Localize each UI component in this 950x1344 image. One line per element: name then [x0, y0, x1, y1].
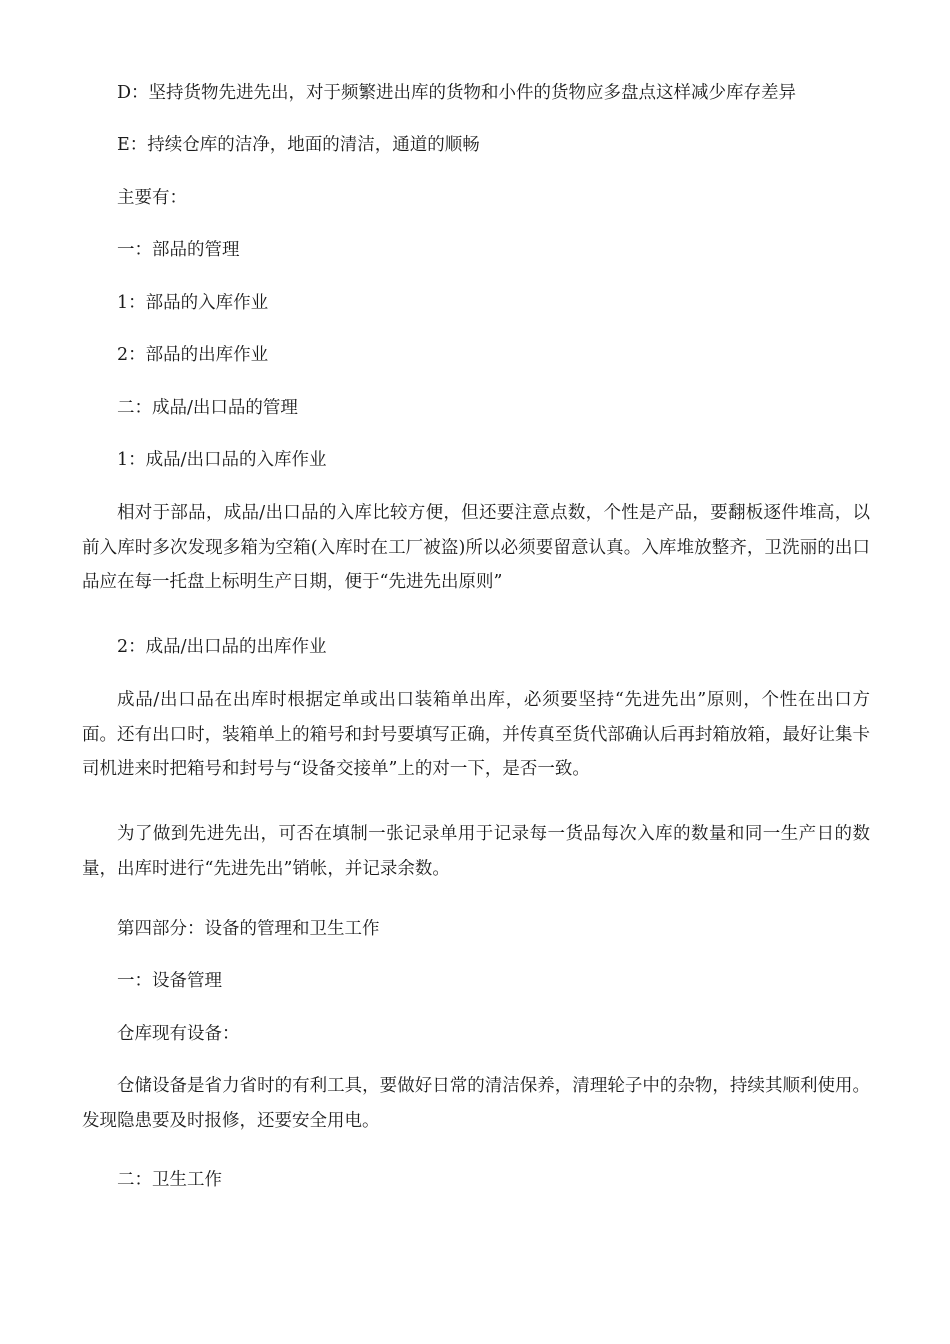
heading-parts-management: 一：部品的管理 — [117, 240, 240, 260]
paragraph-fifo-record: 为了做到先进先出，可否在填制一张记录单用于记录每一货品每次入库的数量和同一生产日的数量，出库时进行“先进先出”销帐，并记录余数。 — [82, 824, 870, 879]
paragraph-product-inbound: 相对于部品，成品/出口品的入库比较方便，但还要注意点数，个性是产品，要翻板逐件堆高，以前入库时多次发现多箱为空箱(入库时在工厂被盗)所以必须要留意认真。入库堆放整齐，卫洗丽的出口品应在每一托盘上标明生产日期，便于“先进先出原则” — [82, 503, 870, 592]
heading-part-four: 第四部分：设备的管理和卫生工作 — [117, 919, 380, 939]
heading-product-outbound: 2：成品/出口品的出库作业 — [117, 637, 327, 657]
heading-parts-inbound: 1：部品的入库作业 — [117, 293, 269, 313]
paragraph-e-rule: E：持续仓库的洁净，地面的清洁，通道的顺畅 — [117, 135, 480, 155]
paragraph-main-items: 主要有： — [117, 188, 187, 208]
heading-parts-outbound: 2：部品的出库作业 — [117, 345, 269, 365]
paragraph-existing-equipment: 仓库现有设备： — [117, 1024, 240, 1044]
heading-product-management: 二：成品/出口品的管理 — [117, 398, 298, 418]
paragraph-equipment-care: 仓储设备是省力省时的有利工具，要做好日常的清洁保养，清理轮子中的杂物，持续其顺利使用。发现隐患要及时报修，还要安全用电。 — [82, 1076, 870, 1131]
paragraph-product-outbound: 成品/出口品在出库时根据定单或出口装箱单出库，必须要坚持“先进先出”原则，个性在出口方面。还有出口时，装箱单上的箱号和封号要填写正确，并传真至货代部确认后再封箱放箱，最好让集卡司机进来时把箱号和封号与“设备交接单”上的对一下，是否一致。 — [82, 690, 870, 779]
heading-equipment: 一：设备管理 — [117, 971, 222, 991]
heading-product-inbound: 1：成品/出口品的入库作业 — [117, 450, 327, 470]
paragraph-d-rule: D：坚持货物先进先出，对于频繁进出库的货物和小件的货物应多盘点这样减少库存差异 — [117, 83, 797, 103]
heading-hygiene: 二：卫生工作 — [117, 1170, 222, 1190]
